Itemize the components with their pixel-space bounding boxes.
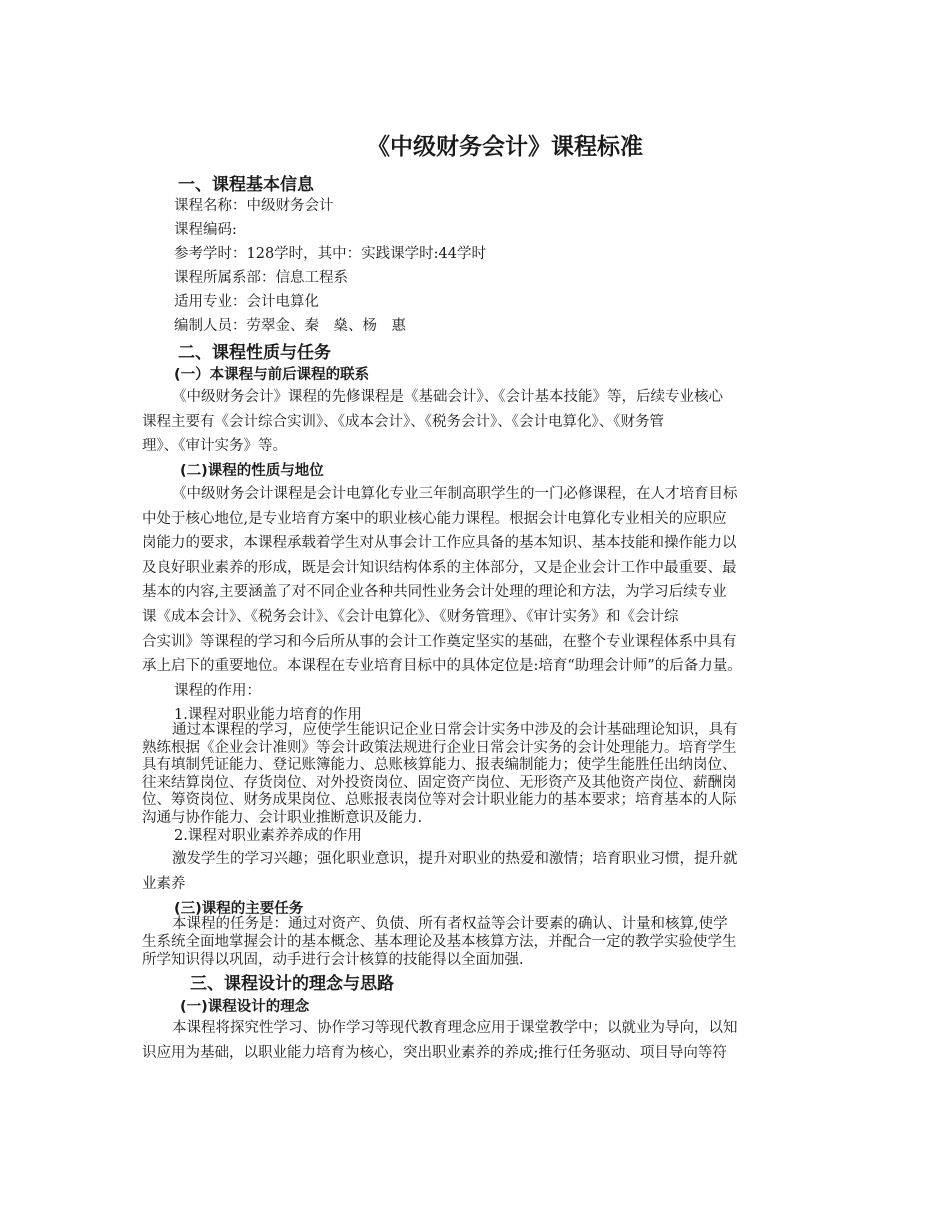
info-department: 课程所属系部：信息工程系 (174, 270, 348, 286)
paragraph-line: 承上启下的重要地位。本课程在专业培育目标中的具体定位是:培育“助理会计师”的后备力量。 (142, 658, 742, 675)
info-course-name: 课程名称：中级财务会计 (174, 198, 334, 214)
paragraph-role-1 (142, 722, 810, 828)
paragraph-line: 理》、《审计实务》等。 (142, 438, 287, 455)
paragraph-main-tasks (142, 915, 810, 969)
section-2-heading: 二、课程性质与任务 (178, 343, 331, 363)
paragraph-course-nature (142, 482, 810, 679)
paragraph-role-2 (142, 847, 810, 896)
section-1-heading: 一、课程基本信息 (178, 175, 314, 195)
paragraph-line: 《中级财务会计课程是会计电算化专业三年制高职学生的一门必修课程，在人才培育目标 (172, 486, 738, 502)
paragraph-line: 业素养 (142, 875, 186, 892)
paragraph-line: 具有填制凭证能力、登记账簿能力、总账核算能力、报表编制能力；使学生能胜任出纳岗位、 (142, 757, 737, 774)
subsection-3-1-heading: (一)课程设计的理念 (180, 999, 310, 1015)
subsection-2-1-heading: (一）本课程与前后课程的联系 (174, 367, 370, 383)
role-2-title: 2.课程对职业素养养成的作用 (174, 828, 362, 844)
paragraph-line: 《中级财务会计》课程的先修课程是《基础会计》、《会计基本技能》等，后续专业核心 (172, 389, 723, 405)
paragraph-line: 岗能力的要求，本课程承载着学生对从事会计工作应具备的基本知识、基本技能和操作能力以 (142, 535, 737, 552)
paragraph-line: 所学知识得以巩固，动手进行会计核算的技能得以全面加强. (142, 952, 524, 968)
paragraph-line: 课程主要有《会计综合实训》、《成本会计》、《税务会计》、《会计电算化》、《财务管 (142, 413, 664, 430)
info-authors: 编制人员：劳翠金、秦 燊、杨 惠 (174, 318, 406, 334)
paragraph-line: 识应用为基础，以职业能力培育为核心，突出职业素养的养成;推行任务驱动、项目导向等符 (142, 1044, 727, 1061)
role-1-title: 1.课程对职业能力培育的作用 (174, 707, 362, 723)
paragraph-line: 位、筹资岗位、财务成果岗位、总账报表岗位等对会计职业能力的基本要求；培育基本的人际 (142, 792, 737, 809)
paragraph-line: 熟练根据《企业会计准则》等会计政策法规进行企业日常会计实务的会计处理能力。培育学生 (142, 739, 737, 756)
paragraph-line: 生系统全面地掌握会计的基本概念、基本理论及基本核算方法，并配合一定的教学实验使学生 (142, 934, 737, 950)
subsection-2-3-heading: (三)课程的主要任务 (174, 901, 304, 917)
paragraph-design-concept (142, 1016, 810, 1065)
paragraph-line: 通过本课程的学习，应使学生能识记企业日常会计实务中涉及的会计基础理论知识，具有 (172, 722, 738, 738)
paragraph-line: 课《成本会计》、《税务会计》、《会计电算化》、《财务管理》、《审计实务》和《会计综 (142, 608, 679, 625)
paragraph-line: 中处于核心地位,是专业培育方案中的职业核心能力课程。根据会计电算化专业相关的应职应 (142, 510, 727, 527)
paragraph-course-relations (142, 385, 810, 459)
paragraph-line: 沟通与协作能力、会计职业推断意识及能力. (142, 809, 423, 826)
paragraph-line: 及良好职业素养的形成，既是会计知识结构体系的主体部分，又是企业会计工作中最重要、最 (142, 559, 737, 576)
document-title: 《中级财务会计》课程标准 (367, 134, 643, 160)
info-hours: 参考学时：128学时，其中：实践课学时:44学时 (174, 246, 487, 262)
paragraph-line: 激发学生的学习兴趣；强化职业意识，提升对职业的热爱和激情；培育职业习惯，提升就 (172, 851, 738, 867)
info-major: 适用专业：会计电算化 (174, 294, 319, 310)
paragraph-line: 往来结算岗位、存货岗位、对外投资岗位、固定资产岗位、无形资产及其他资产岗位、薪酬岗 (142, 774, 737, 791)
paragraph-line: 基本的内容,主要涵盖了对不同企业各种共同性业务会计处理的理论和方法，为学习后续专业 (142, 584, 727, 601)
paragraph-line: 本课程的任务是：通过对资产、负债、所有者权益等会计要素的确认、计量和核算,使学 (172, 916, 728, 932)
course-role-label: 课程的作用： (174, 683, 261, 699)
section-3-heading: 三、课程设计的理念与思路 (190, 974, 394, 994)
paragraph-line: 合实训》等课程的学习和今后所从事的会计工作奠定坚实的基础，在整个专业课程体系中具有 (142, 633, 737, 650)
info-course-code: 课程编码: (174, 222, 237, 238)
subsection-2-2-heading: (二)课程的性质与地位 (180, 463, 324, 479)
paragraph-line: 本课程将探究性学习、协作学习等现代教育理念应用于课堂教学中；以就业为导向，以知 (172, 1020, 738, 1036)
